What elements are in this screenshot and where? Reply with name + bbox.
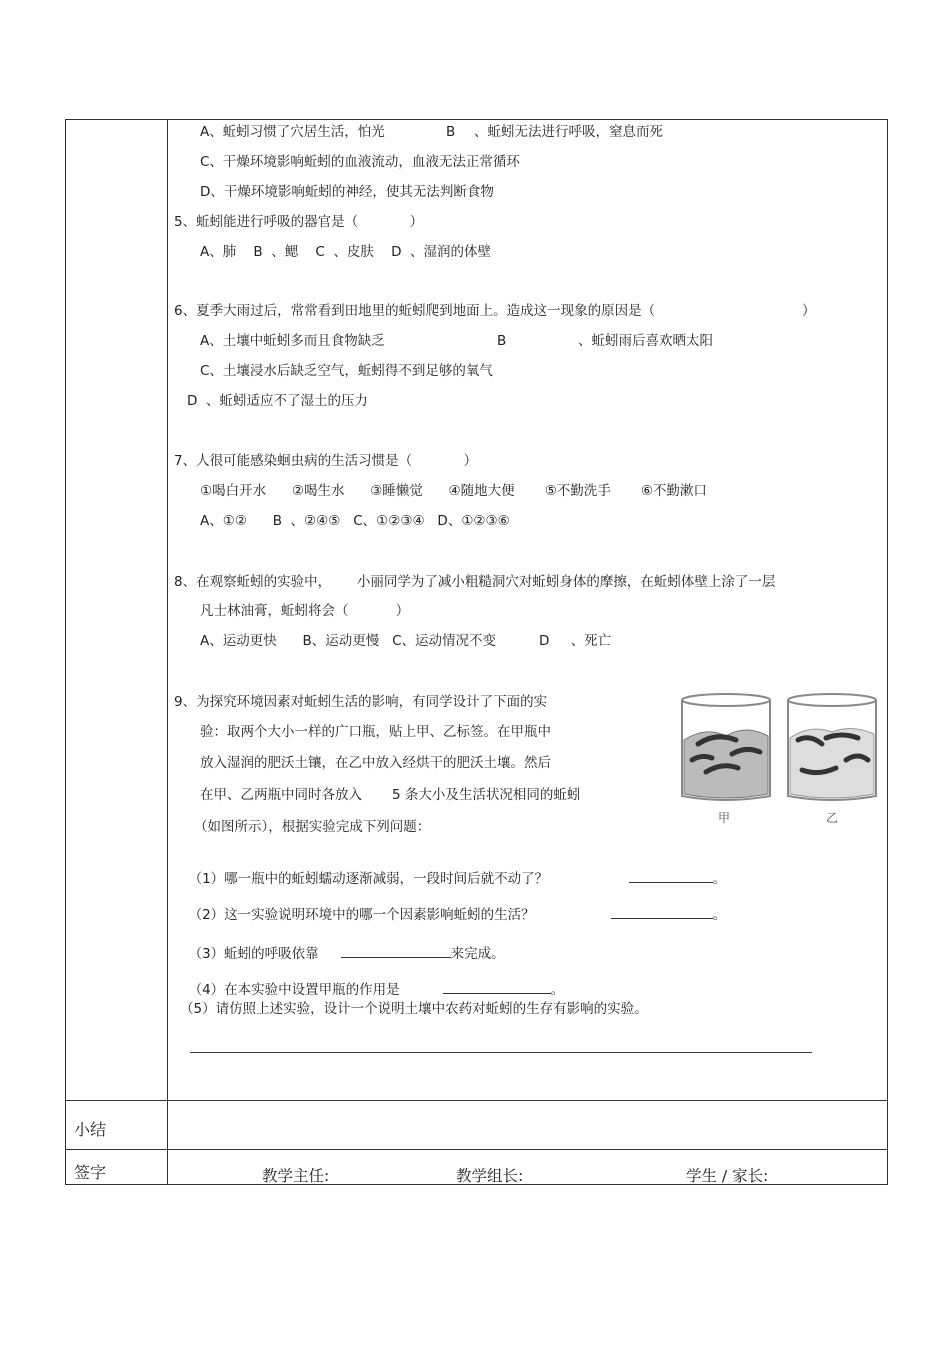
column-divider	[167, 120, 168, 1184]
q9-line4: 在甲、乙两瓶中同时各放入 5 条大小及生活状况相同的蚯蚓	[200, 787, 581, 803]
q9-sub5: （5）请仿照上述实验，设计一个说明土壤中农药对蚯蚓的生存有影响的实验。	[180, 1001, 648, 1017]
q9-sub1	[180, 852, 548, 888]
row-divider-sign	[66, 1149, 887, 1150]
q4-option-d: D、干燥环境影响蚯蚓的神经，使其无法判断食物	[200, 184, 494, 200]
q9-sub2-text: （2）这一实验说明环境中的哪一个因素影响蚯蚓的生活？	[188, 907, 535, 923]
q4-option-a: A、蚯蚓习惯了穴居生活，怕光	[200, 124, 385, 140]
q9-line1: 9、为探究环境因素对蚯蚓生活的影响，有同学设计了下面的实	[174, 694, 548, 710]
q8-options: A、运动更快 B、运动更慢 C、运动情况不变 D 、死亡	[200, 633, 612, 649]
row-divider-summary	[66, 1100, 887, 1101]
q9-sub1-blank[interactable]	[629, 870, 713, 883]
q6-option-b-letter: B	[497, 333, 507, 349]
q6-option-b: 、蚯蚓雨后喜欢晒太阳	[578, 333, 713, 349]
q6-option-d: D 、蚯蚓适应不了湿土的压力	[187, 393, 368, 409]
signature-director: 教学主任:	[262, 1167, 330, 1185]
sign-label: 签字	[74, 1163, 107, 1182]
q7-habits: ①喝白开水 ②喝生水 ③睡懒觉 ④随地大便 ⑤不勤洗手 ⑥不勤漱口	[200, 483, 707, 499]
q9-sub2	[180, 888, 535, 924]
q9-sub1-period: 。	[712, 871, 727, 887]
q8-stem-line1: 8、在观察蚯蚓的实验中， 小丽同学为了减小粗糙洞穴对蚯蚓身体的摩擦，在蚯蚓体壁上涂了一层	[174, 574, 776, 590]
q9-sub1-text: （1）哪一瓶中的蚯蚓蠕动逐渐减弱，一段时间后就不动了？	[188, 871, 549, 887]
q6-stem-end: ）	[802, 303, 816, 319]
q4-option-b-letter: B	[446, 124, 456, 140]
jar-left-label: 甲	[718, 811, 731, 825]
q9-sub3	[180, 927, 319, 963]
summary-label: 小结	[74, 1120, 107, 1139]
q9-sub1-answer[interactable]	[620, 852, 726, 888]
q9-sub3-blank[interactable]	[341, 945, 451, 958]
worksheet-table	[65, 119, 888, 1185]
q9-sub2-period: 。	[712, 907, 727, 923]
q9-line3: 放入湿润的肥沃土镶，在乙中放入经烘干的肥沃土壤。然后	[200, 755, 551, 771]
q9-sub2-answer[interactable]	[602, 888, 726, 924]
q7-options: A、①② B 、②④⑤ C、①②③④ D、①②③⑥	[200, 513, 510, 529]
signature-student-parent: 学生 / 家长:	[686, 1167, 769, 1185]
q9-sub5-answer-line[interactable]	[190, 1052, 812, 1053]
q9-sub3-suffix: 来完成。	[450, 946, 505, 962]
q9-sub4-blank[interactable]	[443, 981, 551, 994]
q9-sub2-blank[interactable]	[611, 906, 713, 919]
q6-option-c: C、土壤浸水后缺乏空气，蚯蚓得不到足够的氧气	[200, 363, 493, 379]
q9-sub4	[180, 963, 400, 999]
q4-option-c: C、干燥环境影响蚯蚓的血液流动，血液无法正常循环	[200, 154, 520, 170]
q9-sub3-text: （3）蚯蚓的呼吸依靠	[188, 946, 319, 962]
q6-stem: 6、夏季大雨过后，常常看到田地里的蚯蚓爬到地面上。造成这一现象的原因是（	[174, 303, 656, 319]
q8-stem-line2: 凡士林油膏，蚯蚓将会（ ）	[200, 603, 410, 619]
q5-options: A、肺 B 、鳃 C 、皮肤 D 、湿润的体壁	[200, 244, 492, 260]
q7-stem: 7、人很可能感染蛔虫病的生活习惯是（ ）	[174, 453, 478, 469]
signature-group-leader: 教学组长:	[456, 1167, 524, 1185]
q9-line2: 验：取两个大小一样的广口瓶，贴上甲、乙标签。在甲瓶中	[200, 724, 551, 740]
jars-figure	[676, 688, 882, 828]
jar-right-label: 乙	[826, 811, 839, 825]
q4-option-b: 、蚯蚓无法进行呼吸，窒息而死	[474, 124, 663, 140]
q9-sub4-answer[interactable]	[434, 963, 564, 999]
q9-sub4-text: （4）在本实验中设置甲瓶的作用是	[188, 982, 400, 998]
q9-sub4-period: 。	[550, 982, 565, 998]
q9-line5: （如图所示），根据实验完成下列问题：	[194, 819, 431, 835]
q6-option-a: A、土壤中蚯蚓多而且食物缺乏	[200, 333, 385, 349]
q9-sub3-answer[interactable]	[332, 927, 505, 963]
q5-stem: 5、蚯蚓能进行呼吸的器官是（ ）	[174, 214, 424, 230]
